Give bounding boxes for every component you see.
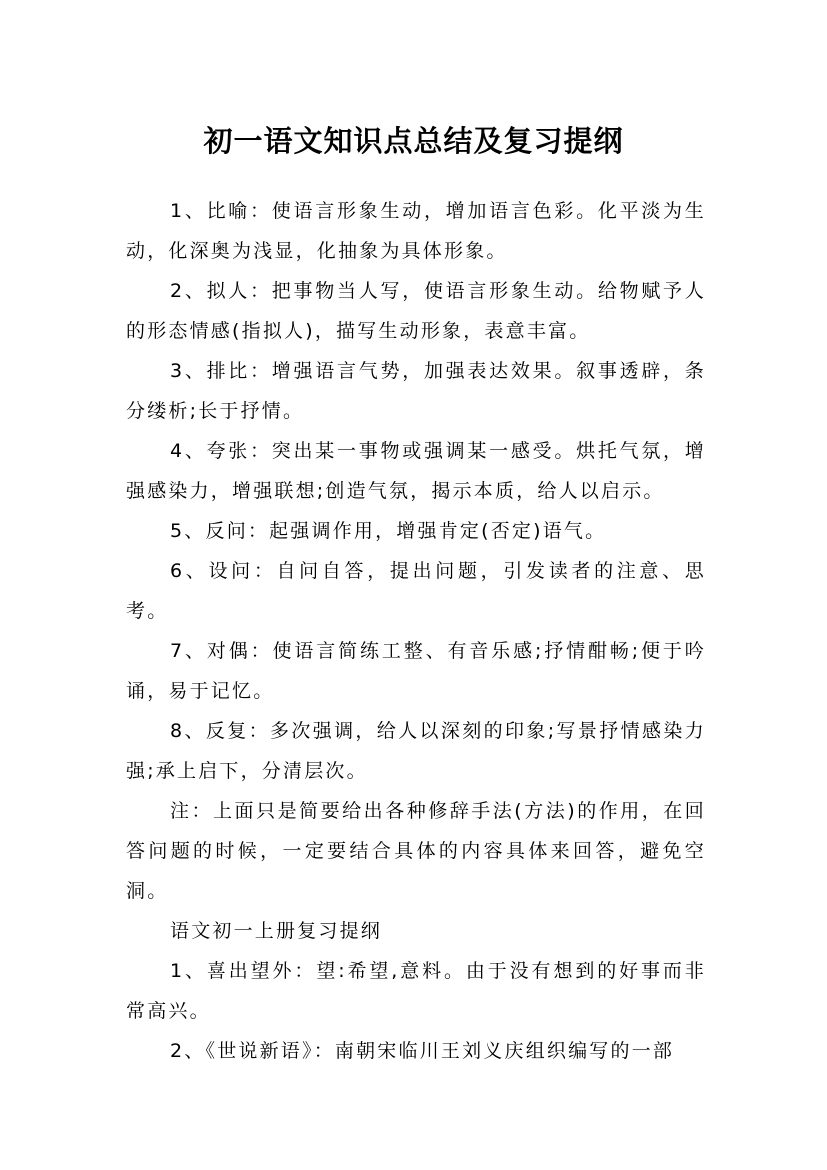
document-body: [126, 191, 706, 1071]
paragraph-parallelism: 3、排比：增强语言气势，加强表达效果。叙事透辟，条分缕析;长于抒情。: [126, 360, 706, 422]
paragraph-hyperbole: 4、夸张：突出某一事物或强调某一感受。烘托气氛，增强感染力，增强联想;创造气氛，揭示本质，给人以启示。: [126, 440, 706, 502]
paragraph-personification: 2、拟人：把事物当人写，使语言形象生动。给物赋予人的形态情感(指拟人)，描写生动形象，表意丰富。: [126, 280, 706, 342]
paragraph-repetition: 8、反复：多次强调，给人以深刻的印象;写景抒情感染力强;承上启下，分清层次。: [126, 720, 706, 782]
section-heading: 语文初一上册复习提纲: [170, 920, 383, 942]
paragraph-idiom-1: 1、喜出望外：望:希望,意料。由于没有想到的好事而非常高兴。: [126, 960, 706, 1022]
paragraph-self-question: 6、设问：自问自答，提出问题，引发读者的注意、思考。: [126, 560, 706, 622]
paragraph-note: 注：上面只是简要给出各种修辞手法(方法)的作用，在回答问题的时候，一定要结合具体的内容具体来回答，避免空洞。: [126, 800, 706, 902]
paragraph-shishuo-xinyu: 2、《世说新语》：南朝宋临川王刘义庆组织编写的一部: [170, 1040, 675, 1062]
paragraph-simile: 1、比喻：使语言形象生动，增加语言色彩。化平淡为生动，化深奥为浅显，化抽象为具体形象。: [126, 200, 706, 262]
paragraph-rhetorical-question: 5、反问：起强调作用，增强肯定(否定)语气。: [170, 520, 607, 542]
document-title: 初一语文知识点总结及复习提纲: [203, 124, 624, 159]
paragraph-antithesis: 7、对偶：使语言简练工整、有音乐感;抒情酣畅;便于吟诵，易于记忆。: [126, 640, 706, 702]
